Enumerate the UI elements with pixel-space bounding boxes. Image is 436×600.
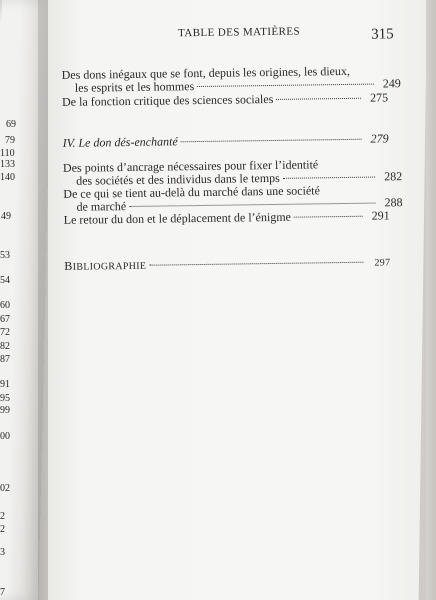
left-page-number: 60 xyxy=(0,300,10,311)
toc-entry-title-line: les esprits et les hommes xyxy=(74,79,195,95)
left-page-number: 133 xyxy=(0,159,15,170)
dot-leader xyxy=(129,203,375,207)
left-page-number: 99 xyxy=(0,405,10,416)
left-page-number: 3 xyxy=(0,547,5,558)
left-page-number: 79 xyxy=(5,135,15,146)
left-page-number: 91 xyxy=(0,379,10,390)
page-number: 315 xyxy=(371,26,394,43)
toc-entry-title-line: de marché xyxy=(76,199,127,214)
dot-leader xyxy=(197,84,374,87)
toc-entry-line xyxy=(62,91,388,109)
left-page-number: 2 xyxy=(0,524,5,535)
left-page-number: 02 xyxy=(0,483,10,494)
toc-page-number: 297 xyxy=(374,257,391,269)
toc-page-number: 282 xyxy=(384,169,403,184)
left-page-number: 95 xyxy=(0,393,10,404)
toc-entry xyxy=(62,91,388,109)
toc-entry-line xyxy=(63,132,389,150)
left-page-number: 87 xyxy=(0,354,10,365)
dot-leader xyxy=(181,139,362,143)
toc-page-number: 275 xyxy=(369,90,389,105)
bibliography-title: BIBLIOGRAPHIE xyxy=(64,258,147,273)
left-page-number: 82 xyxy=(0,341,10,352)
dot-leader xyxy=(294,216,363,218)
dot-leader xyxy=(149,262,363,266)
running-head: TABLE DES MATIÈRES xyxy=(178,25,301,40)
left-page-number: 110 xyxy=(0,148,15,159)
left-page-number: 69 xyxy=(6,119,16,130)
left-page-number: 00 xyxy=(0,431,10,442)
left-page-shadow xyxy=(0,0,2,24)
left-page-number: 49 xyxy=(1,211,11,222)
toc-entry-title-line: des sociétés et des individus dans le temps xyxy=(76,170,280,188)
table-of-contents-page xyxy=(56,20,434,600)
toc-page-number: 249 xyxy=(382,76,401,91)
chapter-title: IV. Le don dés-enchanté xyxy=(62,134,178,150)
toc-page-number: 288 xyxy=(384,195,403,210)
left-page-number: 67 xyxy=(0,314,10,325)
dot-leader xyxy=(276,98,361,100)
left-page-number: 54 xyxy=(0,275,10,286)
chapter-entry xyxy=(63,132,389,150)
left-page-number: 53 xyxy=(0,250,10,261)
dot-leader xyxy=(283,177,375,179)
left-page-number: 72 xyxy=(0,327,10,338)
toc-entry xyxy=(64,209,390,227)
toc-entry-line xyxy=(64,209,390,227)
toc-entry xyxy=(61,63,401,95)
toc-page-number: 279 xyxy=(370,131,389,146)
toc-entry-title: Le retour du don et le déplacement de l’énigme xyxy=(63,209,292,227)
toc-page-number: 291 xyxy=(371,208,390,223)
toc-entry-title-line: Des dons inégaux que se font, depuis les origines, les dieux, xyxy=(61,63,351,82)
bibliography-entry xyxy=(64,255,390,274)
toc-entry-line xyxy=(64,255,390,274)
left-page-number: 140 xyxy=(0,172,15,183)
toc-entry-title: De la fonction critique des sciences sociales xyxy=(61,91,274,109)
toc-entry-title-line: De ce qui se tient au-delà du marché dans une société xyxy=(63,183,320,201)
left-page-number: 7 xyxy=(0,587,5,598)
left-page-number: 2 xyxy=(0,511,5,522)
toc-entry-title-line: Des points d’ancrage nécessaires pour fixer l’identité xyxy=(62,157,319,175)
